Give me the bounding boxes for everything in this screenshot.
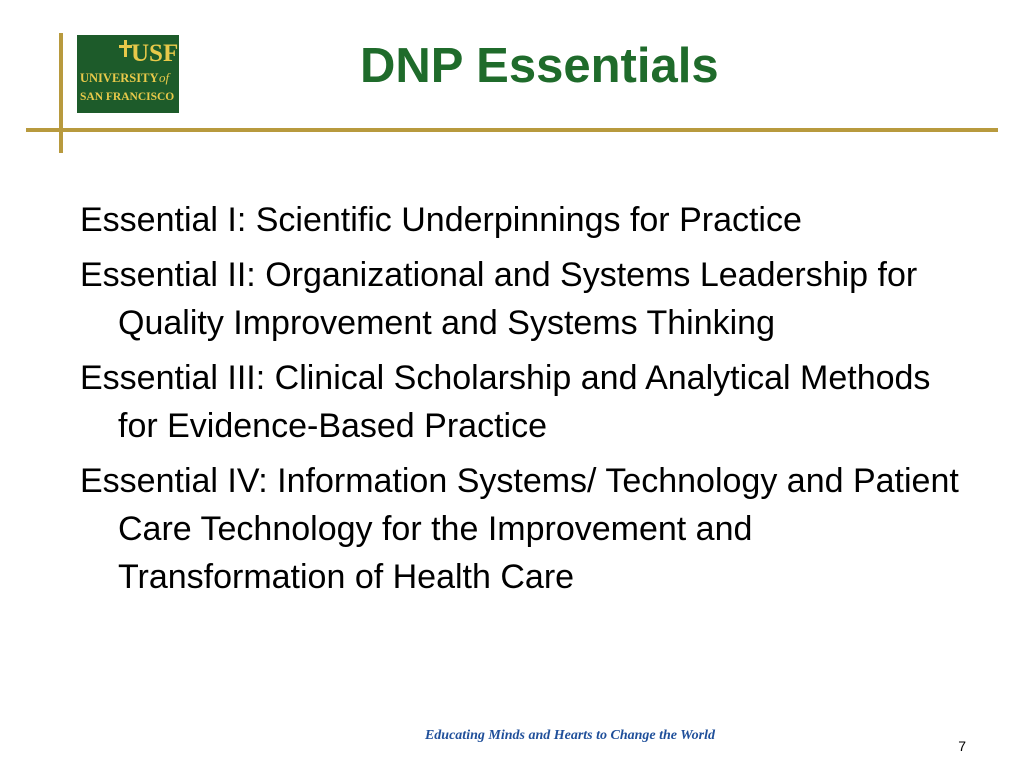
essential-item-3: Essential III: Clinical Scholarship and Analytical Methods for Evidence-Based Practice xyxy=(80,359,931,445)
essential-item-1: Essential I: Scientific Underpinnings for Practice xyxy=(80,201,802,239)
footer-tagline: Educating Minds and Hearts to Change the World xyxy=(424,728,716,743)
essentials-list xyxy=(80,196,960,608)
logo-usf-text: USF xyxy=(131,40,179,67)
essential-item-4: Essential IV: Information Systems/ Technology and Patient Care Technology for the Improvement and Transformation of Health Care xyxy=(80,462,959,596)
essential-item-2: Essential II: Organizational and Systems Leadership for Quality Improvement and Systems Thinking xyxy=(80,256,918,342)
slide-title: DNP Essentials xyxy=(360,39,719,93)
usf-logo xyxy=(77,35,179,113)
logo-university-text: UNIVERSITY xyxy=(80,71,159,85)
horizontal-gold-rule xyxy=(26,128,998,132)
logo-san-francisco-text: SAN FRANCISCO xyxy=(80,91,175,103)
page-number: 7 xyxy=(958,738,966,754)
usf-logo-graphic xyxy=(77,35,179,113)
logo-of-text: of xyxy=(159,70,170,85)
vertical-gold-rule xyxy=(59,33,63,153)
